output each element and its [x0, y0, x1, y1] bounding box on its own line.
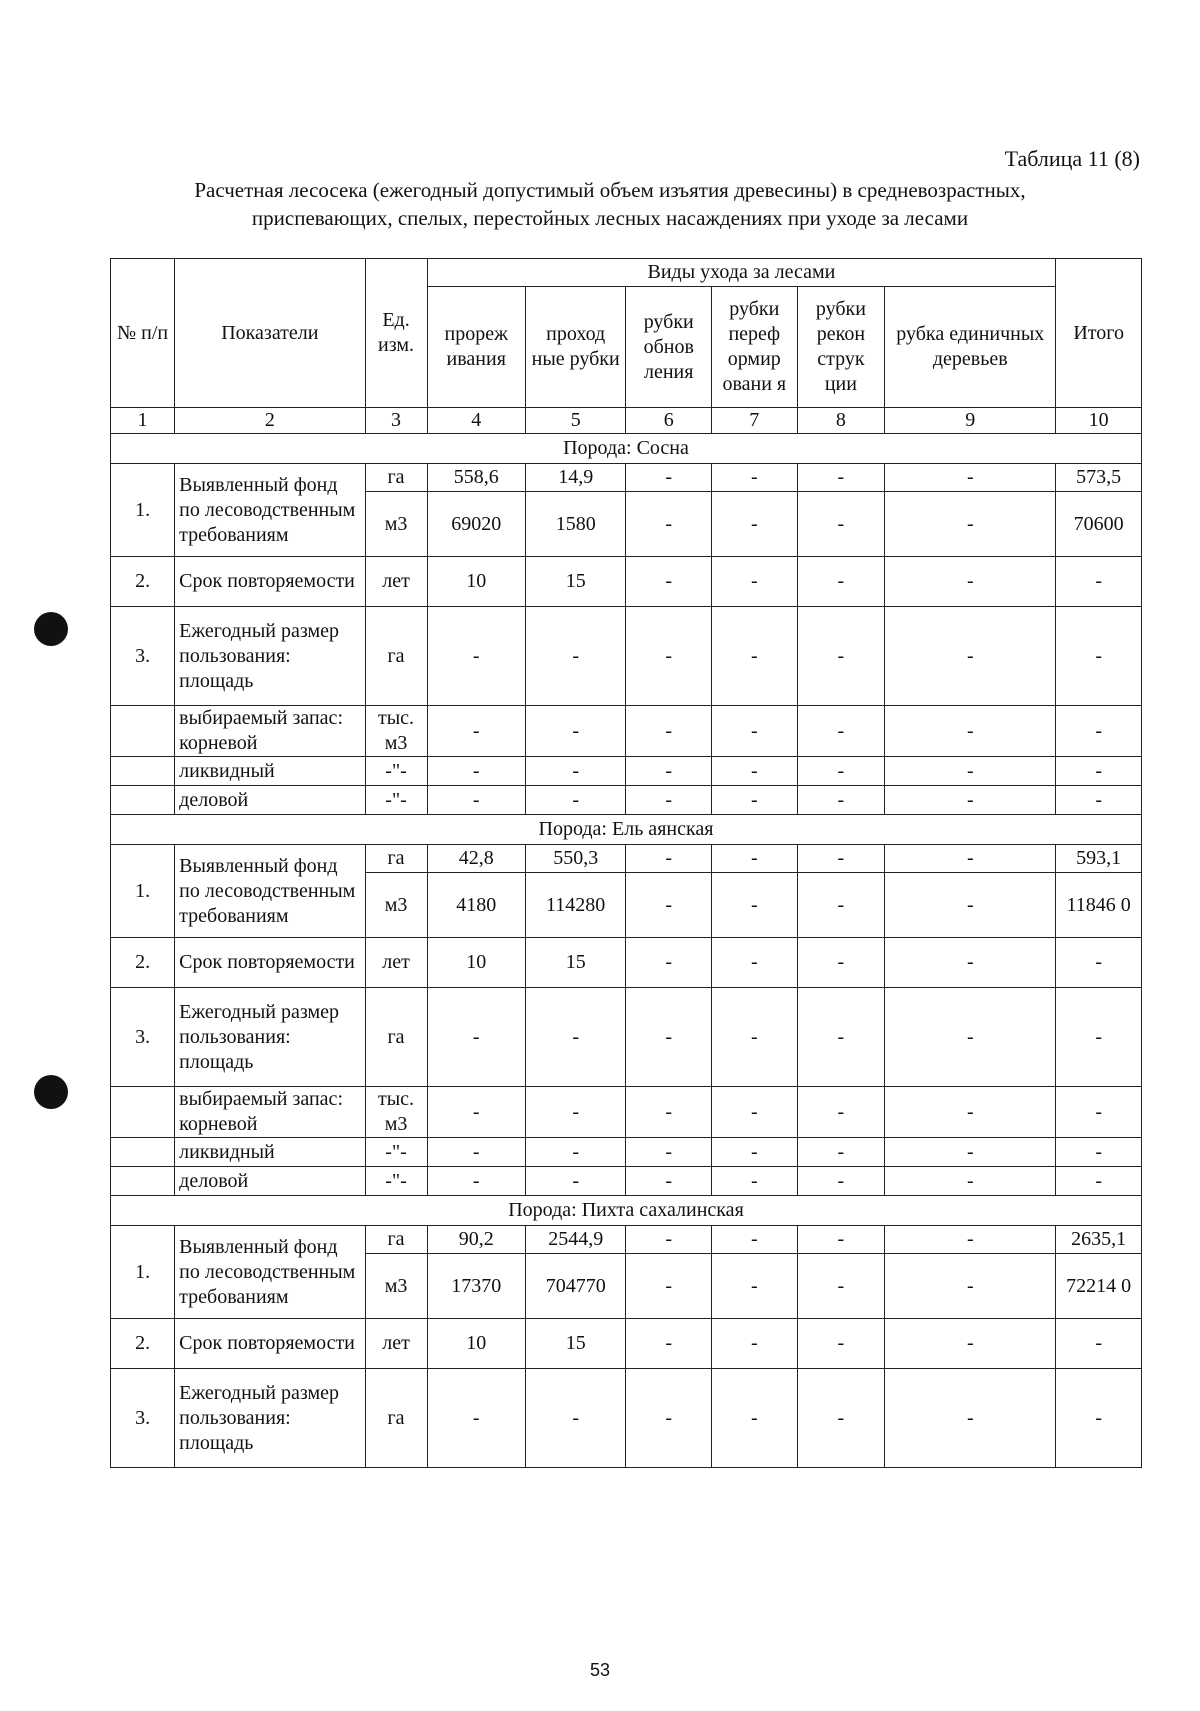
table-row: [111, 845, 1142, 873]
row-label: деловой: [175, 1167, 365, 1196]
value-cell: -: [712, 492, 798, 557]
value-cell: -: [626, 1369, 712, 1468]
row-label: выбираемый запас: корневой: [175, 1087, 365, 1138]
value-cell: -: [712, 1319, 798, 1369]
value-cell: -: [1056, 757, 1142, 786]
value-cell: -: [427, 786, 525, 815]
value-cell: -: [797, 1087, 885, 1138]
value-cell: -: [797, 706, 885, 757]
column-index-cell: 7: [712, 408, 798, 434]
value-cell: 4180: [427, 873, 525, 938]
value-cell: 15: [525, 1319, 626, 1369]
value-cell: 15: [525, 557, 626, 607]
value-cell: -: [525, 988, 626, 1087]
table-row: [111, 1167, 1142, 1196]
value-cell: -: [797, 492, 885, 557]
table-row: [111, 706, 1142, 757]
value-cell: 17370: [427, 1254, 525, 1319]
table-row: [111, 988, 1142, 1087]
table-row: [111, 464, 1142, 492]
value-cell: -: [427, 1138, 525, 1167]
table-row: [111, 938, 1142, 988]
value-cell: -: [427, 1167, 525, 1196]
value-cell: -: [525, 1087, 626, 1138]
value-cell: -: [525, 706, 626, 757]
column-index-cell: 1: [111, 408, 175, 434]
value-cell: 558,6: [427, 464, 525, 492]
row-label: деловой: [175, 786, 365, 815]
row-number: 1.: [111, 1226, 175, 1319]
unit-cell: -"-: [365, 1138, 427, 1167]
row-label: Срок повторяемости: [175, 938, 365, 988]
value-cell: 69020: [427, 492, 525, 557]
title-line-2: приспевающих, спелых, перестойных лесных насаждениях при уходе за лесами: [251, 206, 969, 230]
header-passage-cutting: проход ные рубки: [525, 287, 626, 408]
unit-cell: га: [365, 1369, 427, 1468]
allowable-cut-table: [110, 258, 1142, 1468]
unit-cell: лет: [365, 938, 427, 988]
unit-cell: тыс. м3: [365, 1087, 427, 1138]
value-cell: -: [885, 1226, 1056, 1254]
column-index-cell: 3: [365, 408, 427, 434]
column-index-cell: 5: [525, 408, 626, 434]
row-number: [111, 1087, 175, 1138]
value-cell: 70600: [1056, 492, 1142, 557]
table-row: [111, 1226, 1142, 1254]
value-cell: -: [885, 1254, 1056, 1319]
row-number: 1.: [111, 845, 175, 938]
row-number: 2.: [111, 557, 175, 607]
value-cell: -: [427, 1369, 525, 1468]
table-row: [111, 815, 1142, 845]
unit-cell: лет: [365, 557, 427, 607]
value-cell: -: [1056, 1369, 1142, 1468]
value-cell: -: [427, 1087, 525, 1138]
value-cell: 72214 0: [1056, 1254, 1142, 1319]
value-cell: -: [885, 1138, 1056, 1167]
value-cell: -: [525, 607, 626, 706]
value-cell: -: [1056, 938, 1142, 988]
unit-cell: га: [365, 1226, 427, 1254]
value-cell: -: [712, 1138, 798, 1167]
row-label: Выявленный фонд по лесоводственным требованиям: [175, 845, 365, 938]
value-cell: -: [712, 786, 798, 815]
table-row: [111, 1138, 1142, 1167]
value-cell: -: [427, 757, 525, 786]
header-reconstruction-cutting: рубки рекон струк ции: [797, 287, 885, 408]
row-number: 3.: [111, 607, 175, 706]
column-index-cell: 2: [175, 408, 365, 434]
header-unit: Ед. изм.: [365, 259, 427, 408]
value-cell: -: [797, 757, 885, 786]
unit-cell: га: [365, 607, 427, 706]
value-cell: -: [712, 706, 798, 757]
value-cell: 114280: [525, 873, 626, 938]
value-cell: -: [797, 1226, 885, 1254]
value-cell: 11846 0: [1056, 873, 1142, 938]
value-cell: -: [797, 845, 885, 873]
value-cell: -: [626, 845, 712, 873]
row-label: Выявленный фонд по лесоводственным требованиям: [175, 1226, 365, 1319]
row-label: Срок повторяемости: [175, 1319, 365, 1369]
value-cell: 550,3: [525, 845, 626, 873]
value-cell: -: [626, 557, 712, 607]
header-care-types: Виды ухода за лесами: [427, 259, 1056, 287]
unit-cell: га: [365, 845, 427, 873]
table-row: [111, 607, 1142, 706]
value-cell: -: [626, 607, 712, 706]
table-row: [111, 557, 1142, 607]
unit-cell: га: [365, 464, 427, 492]
value-cell: -: [885, 1167, 1056, 1196]
value-cell: -: [712, 1087, 798, 1138]
row-number: 2.: [111, 1319, 175, 1369]
value-cell: -: [797, 1254, 885, 1319]
value-cell: -: [885, 1369, 1056, 1468]
value-cell: -: [525, 757, 626, 786]
value-cell: -: [885, 988, 1056, 1087]
value-cell: -: [885, 1087, 1056, 1138]
value-cell: -: [885, 845, 1056, 873]
value-cell: -: [1056, 1087, 1142, 1138]
header-indicators: Показатели: [175, 259, 365, 408]
section-title: Порода: Ель аянская: [111, 815, 1142, 845]
table-number: Таблица 11 (8): [1004, 146, 1140, 171]
value-cell: -: [797, 938, 885, 988]
value-cell: 90,2: [427, 1226, 525, 1254]
value-cell: -: [885, 607, 1056, 706]
value-cell: -: [797, 786, 885, 815]
table-row: [111, 1369, 1142, 1468]
value-cell: -: [712, 1226, 798, 1254]
value-cell: -: [712, 607, 798, 706]
row-number: 3.: [111, 1369, 175, 1468]
value-cell: -: [626, 706, 712, 757]
value-cell: -: [1056, 1319, 1142, 1369]
page-number: 53: [589, 1660, 611, 1680]
row-number: 1.: [111, 464, 175, 557]
row-number: [111, 1167, 175, 1196]
value-cell: -: [712, 988, 798, 1087]
value-cell: -: [885, 557, 1056, 607]
value-cell: -: [885, 464, 1056, 492]
value-cell: 704770: [525, 1254, 626, 1319]
value-cell: -: [525, 1369, 626, 1468]
table-row: [111, 1196, 1142, 1226]
table-row: [111, 434, 1142, 464]
unit-cell: м3: [365, 873, 427, 938]
unit-cell: лет: [365, 1319, 427, 1369]
value-cell: 10: [427, 938, 525, 988]
column-index-cell: 6: [626, 408, 712, 434]
value-cell: -: [1056, 607, 1142, 706]
value-cell: -: [1056, 557, 1142, 607]
value-cell: -: [797, 1319, 885, 1369]
value-cell: 14,9: [525, 464, 626, 492]
row-number: [111, 757, 175, 786]
value-cell: -: [712, 845, 798, 873]
value-cell: -: [797, 1138, 885, 1167]
value-cell: -: [797, 1369, 885, 1468]
unit-cell: -"-: [365, 757, 427, 786]
column-index-cell: 9: [885, 408, 1056, 434]
value-cell: 2635,1: [1056, 1226, 1142, 1254]
value-cell: -: [1056, 1138, 1142, 1167]
column-index-cell: 4: [427, 408, 525, 434]
value-cell: -: [712, 1167, 798, 1196]
value-cell: -: [626, 1087, 712, 1138]
value-cell: -: [427, 706, 525, 757]
value-cell: -: [626, 1226, 712, 1254]
value-cell: 1580: [525, 492, 626, 557]
value-cell: -: [626, 1254, 712, 1319]
value-cell: -: [712, 557, 798, 607]
value-cell: -: [885, 1319, 1056, 1369]
value-cell: -: [626, 1167, 712, 1196]
table-row: [111, 1087, 1142, 1138]
unit-cell: -"-: [365, 1167, 427, 1196]
value-cell: -: [525, 786, 626, 815]
row-label: Срок повторяемости: [175, 557, 365, 607]
value-cell: -: [626, 786, 712, 815]
column-index-cell: 8: [797, 408, 885, 434]
table-row: [111, 1319, 1142, 1369]
value-cell: -: [427, 607, 525, 706]
header-total: Итого: [1056, 259, 1142, 408]
value-cell: -: [885, 873, 1056, 938]
row-number: [111, 706, 175, 757]
value-cell: -: [797, 873, 885, 938]
row-label: ликвидный: [175, 1138, 365, 1167]
value-cell: -: [626, 1319, 712, 1369]
value-cell: -: [712, 873, 798, 938]
value-cell: -: [1056, 1167, 1142, 1196]
value-cell: -: [712, 1254, 798, 1319]
value-cell: -: [797, 557, 885, 607]
title-line-1: Расчетная лесосека (ежегодный допустимый объем изъятия древесины) в средневозрастных,: [194, 178, 1026, 202]
row-number: 3.: [111, 988, 175, 1087]
section-title: Порода: Пихта сахалинская: [111, 1196, 1142, 1226]
punch-hole-top: [34, 612, 68, 646]
value-cell: -: [525, 1167, 626, 1196]
value-cell: -: [626, 757, 712, 786]
value-cell: -: [427, 988, 525, 1087]
value-cell: -: [626, 1138, 712, 1167]
value-cell: -: [626, 988, 712, 1087]
column-index-row: [111, 408, 1142, 434]
header-thinning: прореж ивания: [427, 287, 525, 408]
value-cell: -: [1056, 988, 1142, 1087]
value-cell: 10: [427, 1319, 525, 1369]
value-cell: -: [885, 786, 1056, 815]
unit-cell: -"-: [365, 786, 427, 815]
unit-cell: м3: [365, 1254, 427, 1319]
value-cell: -: [885, 492, 1056, 557]
value-cell: -: [1056, 786, 1142, 815]
value-cell: -: [885, 706, 1056, 757]
row-number: 2.: [111, 938, 175, 988]
unit-cell: тыс. м3: [365, 706, 427, 757]
value-cell: -: [797, 988, 885, 1087]
unit-cell: м3: [365, 492, 427, 557]
value-cell: -: [712, 757, 798, 786]
value-cell: 573,5: [1056, 464, 1142, 492]
header-single-tree-cutting: рубка единичных деревьев: [885, 287, 1056, 408]
value-cell: 593,1: [1056, 845, 1142, 873]
header-num: № п/п: [111, 259, 175, 408]
value-cell: -: [797, 1167, 885, 1196]
value-cell: -: [626, 464, 712, 492]
row-label: Ежегодный размер пользования: площадь: [175, 988, 365, 1087]
value-cell: 2544,9: [525, 1226, 626, 1254]
value-cell: -: [626, 938, 712, 988]
value-cell: 10: [427, 557, 525, 607]
value-cell: -: [885, 757, 1056, 786]
value-cell: -: [1056, 706, 1142, 757]
value-cell: 42,8: [427, 845, 525, 873]
value-cell: -: [885, 938, 1056, 988]
punch-hole-bottom: [34, 1075, 68, 1109]
value-cell: -: [626, 873, 712, 938]
document-title: [110, 176, 1110, 232]
table-row: [111, 757, 1142, 786]
column-index-cell: 10: [1056, 408, 1142, 434]
row-label: Ежегодный размер пользования: площадь: [175, 607, 365, 706]
value-cell: -: [626, 492, 712, 557]
value-cell: -: [712, 464, 798, 492]
row-label: Ежегодный размер пользования: площадь: [175, 1369, 365, 1468]
section-title: Порода: Сосна: [111, 434, 1142, 464]
row-label: выбираемый запас: корневой: [175, 706, 365, 757]
table-row: [111, 786, 1142, 815]
value-cell: -: [712, 938, 798, 988]
header-reformation-cutting: рубки переф ормир овани я: [712, 287, 798, 408]
row-label: Выявленный фонд по лесоводственным требованиям: [175, 464, 365, 557]
row-number: [111, 1138, 175, 1167]
header-renewal-cutting: рубки обнов ления: [626, 287, 712, 408]
value-cell: -: [525, 1138, 626, 1167]
row-label: ликвидный: [175, 757, 365, 786]
value-cell: -: [797, 464, 885, 492]
unit-cell: га: [365, 988, 427, 1087]
value-cell: -: [797, 607, 885, 706]
row-number: [111, 786, 175, 815]
value-cell: -: [712, 1369, 798, 1468]
value-cell: 15: [525, 938, 626, 988]
